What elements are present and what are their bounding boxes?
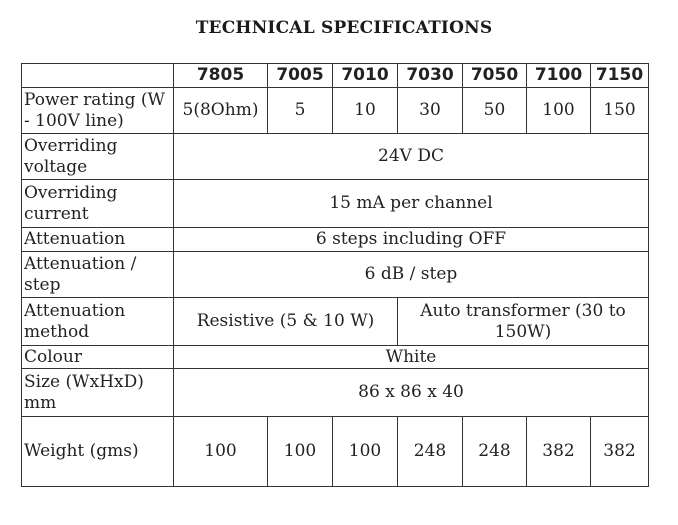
attenuation-method-label: Attenuation method — [22, 298, 174, 346]
colour-row — [22, 346, 649, 369]
colour-value: White — [174, 346, 649, 369]
power-label: Power rating (W - 100V line) — [22, 88, 174, 134]
size-value: 86 x 86 x 40 — [174, 369, 649, 417]
attenuation-value: 6 steps including OFF — [174, 228, 649, 252]
power-row — [22, 88, 649, 134]
attenuation-method-auto: Auto transformer (30 to 150W) — [398, 298, 649, 346]
weight-value: 382 — [527, 417, 591, 487]
weight-value: 100 — [174, 417, 268, 487]
attenuation-step-value: 6 dB / step — [174, 252, 649, 298]
attenuation-method-row — [22, 298, 649, 346]
header-row — [22, 64, 649, 88]
overriding-current-value: 15 mA per channel — [174, 180, 649, 228]
attenuation-row — [22, 228, 649, 252]
header-blank-cell — [22, 64, 174, 88]
overriding-voltage-value: 24V DC — [174, 134, 649, 180]
weight-value: 382 — [591, 417, 649, 487]
model-header: 7030 — [398, 64, 463, 88]
model-header: 7150 — [591, 64, 649, 88]
weight-value: 248 — [463, 417, 527, 487]
page-title: TECHNICAL SPECIFICATIONS — [195, 18, 493, 38]
model-header: 7010 — [333, 64, 398, 88]
weight-value: 100 — [268, 417, 333, 487]
power-value: 150 — [591, 88, 649, 134]
overriding-voltage-label: Overriding voltage — [22, 134, 174, 180]
overriding-current-row — [22, 180, 649, 228]
power-value: 10 — [333, 88, 398, 134]
size-label: Size (WxHxD) mm — [22, 369, 174, 417]
model-header: 7805 — [174, 64, 268, 88]
power-value: 5 — [268, 88, 333, 134]
attenuation-step-row — [22, 252, 649, 298]
model-header: 7005 — [268, 64, 333, 88]
power-value: 30 — [398, 88, 463, 134]
colour-label: Colour — [22, 346, 174, 369]
model-header: 7050 — [463, 64, 527, 88]
power-value: 100 — [527, 88, 591, 134]
weight-value: 100 — [333, 417, 398, 487]
overriding-voltage-row — [22, 134, 649, 180]
spec-table — [21, 63, 649, 487]
attenuation-label: Attenuation — [22, 228, 174, 252]
weight-label: Weight (gms) — [22, 417, 174, 487]
attenuation-step-label: Attenuation / step — [22, 252, 174, 298]
size-row — [22, 369, 649, 417]
weight-row — [22, 417, 649, 487]
power-value: 50 — [463, 88, 527, 134]
overriding-current-label: Overriding current — [22, 180, 174, 228]
power-value: 5(8Ohm) — [174, 88, 268, 134]
model-header: 7100 — [527, 64, 591, 88]
attenuation-method-resistive: Resistive (5 & 10 W) — [174, 298, 398, 346]
weight-value: 248 — [398, 417, 463, 487]
